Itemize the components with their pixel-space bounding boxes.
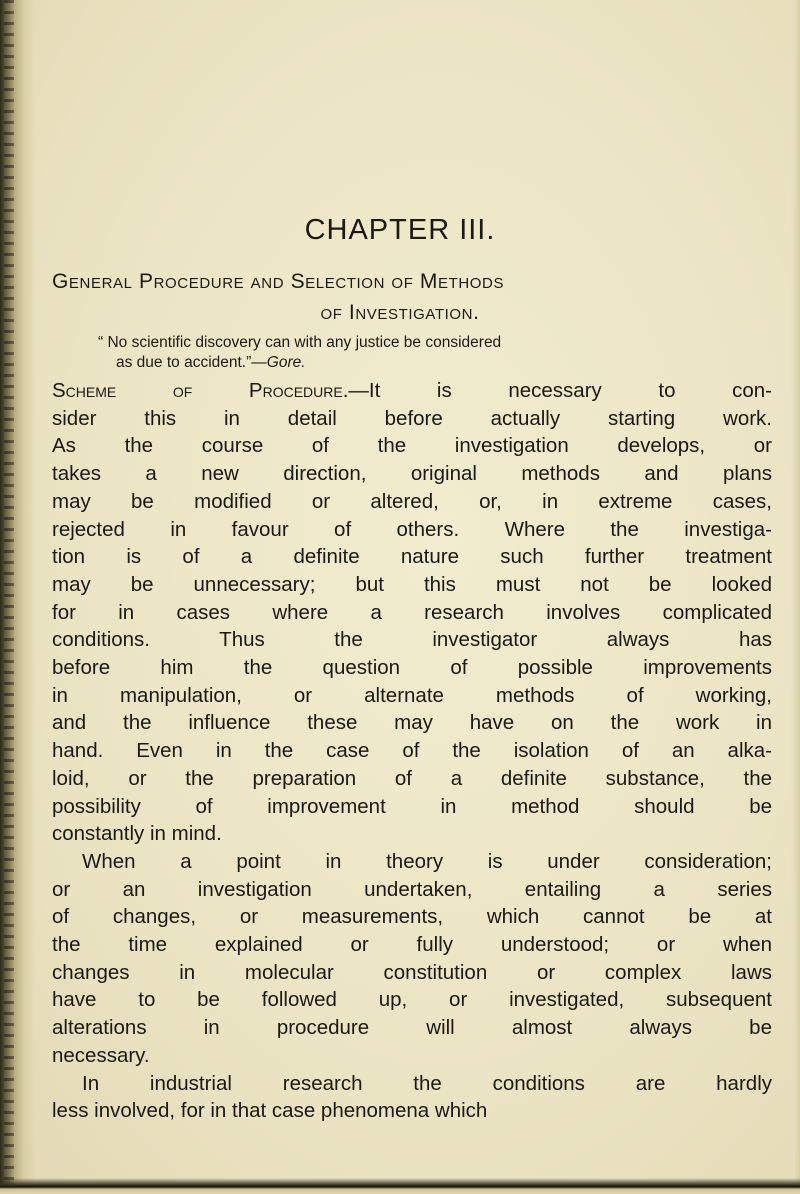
body-line: constantly in mind.: [52, 822, 222, 846]
body-line: may be unnecessary; but this must not be looked: [52, 572, 772, 596]
body-line: rejected in favour of others. Where the investiga-: [52, 517, 772, 541]
body-line: have to be followed up, or investigated, subsequent: [52, 988, 772, 1012]
body-line: in manipulation, or alternate methods of working,: [52, 683, 772, 707]
body-line: hand. Even in the case of the isolation of an alka-: [52, 739, 772, 763]
body-line: As the course of the investigation develops, or: [52, 434, 772, 458]
body-line: When a point in theory is under consideration;: [82, 849, 772, 873]
body-line: alterations in procedure will almost always be: [52, 1016, 772, 1040]
body-line: takes a new direction, original methods and plans: [52, 462, 772, 486]
body-line: In industrial research the conditions are hardly: [82, 1071, 772, 1095]
body-line: for in cases where a research involves complicated: [52, 600, 772, 624]
body-line: before him the question of possible improvements: [52, 656, 772, 680]
body-line: loid, or the preparation of a definite substance, the: [52, 766, 772, 790]
page-binding-edge: [0, 0, 36, 1194]
epigraph-line-1: “ No scientific discovery can with any justice be considered: [98, 334, 502, 351]
epigraph-line-2: [98, 353, 758, 373]
body-line: less involved, for in that case phenomena which: [52, 1099, 488, 1123]
epigraph-author: Gore.: [266, 354, 306, 371]
body-line: may be modified or altered, or, in extreme cases,: [52, 489, 772, 513]
section-title-line-2: of Investigation.: [320, 301, 480, 324]
body-line: or an investigation undertaken, entailing a series: [52, 877, 772, 901]
epigraph-line-2-text: as due to accident.”—: [116, 354, 267, 371]
body-line: and the influence these may have on the work in: [52, 711, 772, 735]
body-line: the time explained or fully understood; or when: [52, 933, 772, 957]
page-bottom-edge: [0, 1178, 800, 1194]
body-line: tion is of a definite nature such further treatment: [52, 545, 772, 569]
epigraph: [98, 333, 758, 373]
page-right-edge: [790, 0, 800, 1194]
body-line: necessary.: [52, 1043, 150, 1067]
body-line: sider this in detail before actually starting work.: [52, 406, 772, 430]
body-line-text: —It is necessary to con-: [348, 379, 772, 402]
body-line: changes in molecular constitution or complex laws: [52, 960, 772, 984]
body-text: [52, 377, 772, 1125]
paragraph-lead-heading: Scheme of Procedure.: [52, 379, 349, 402]
body-line: conditions. Thus the investigator always has: [52, 628, 772, 652]
section-title-line-1: General Procedure and Selection of Methods: [52, 270, 505, 293]
body-line: [52, 377, 772, 405]
body-line: possibility of improvement in method should be: [52, 794, 772, 818]
chapter-title: CHAPTER III.: [304, 214, 496, 246]
body-line: of changes, or measurements, which cannot be at: [52, 905, 772, 929]
